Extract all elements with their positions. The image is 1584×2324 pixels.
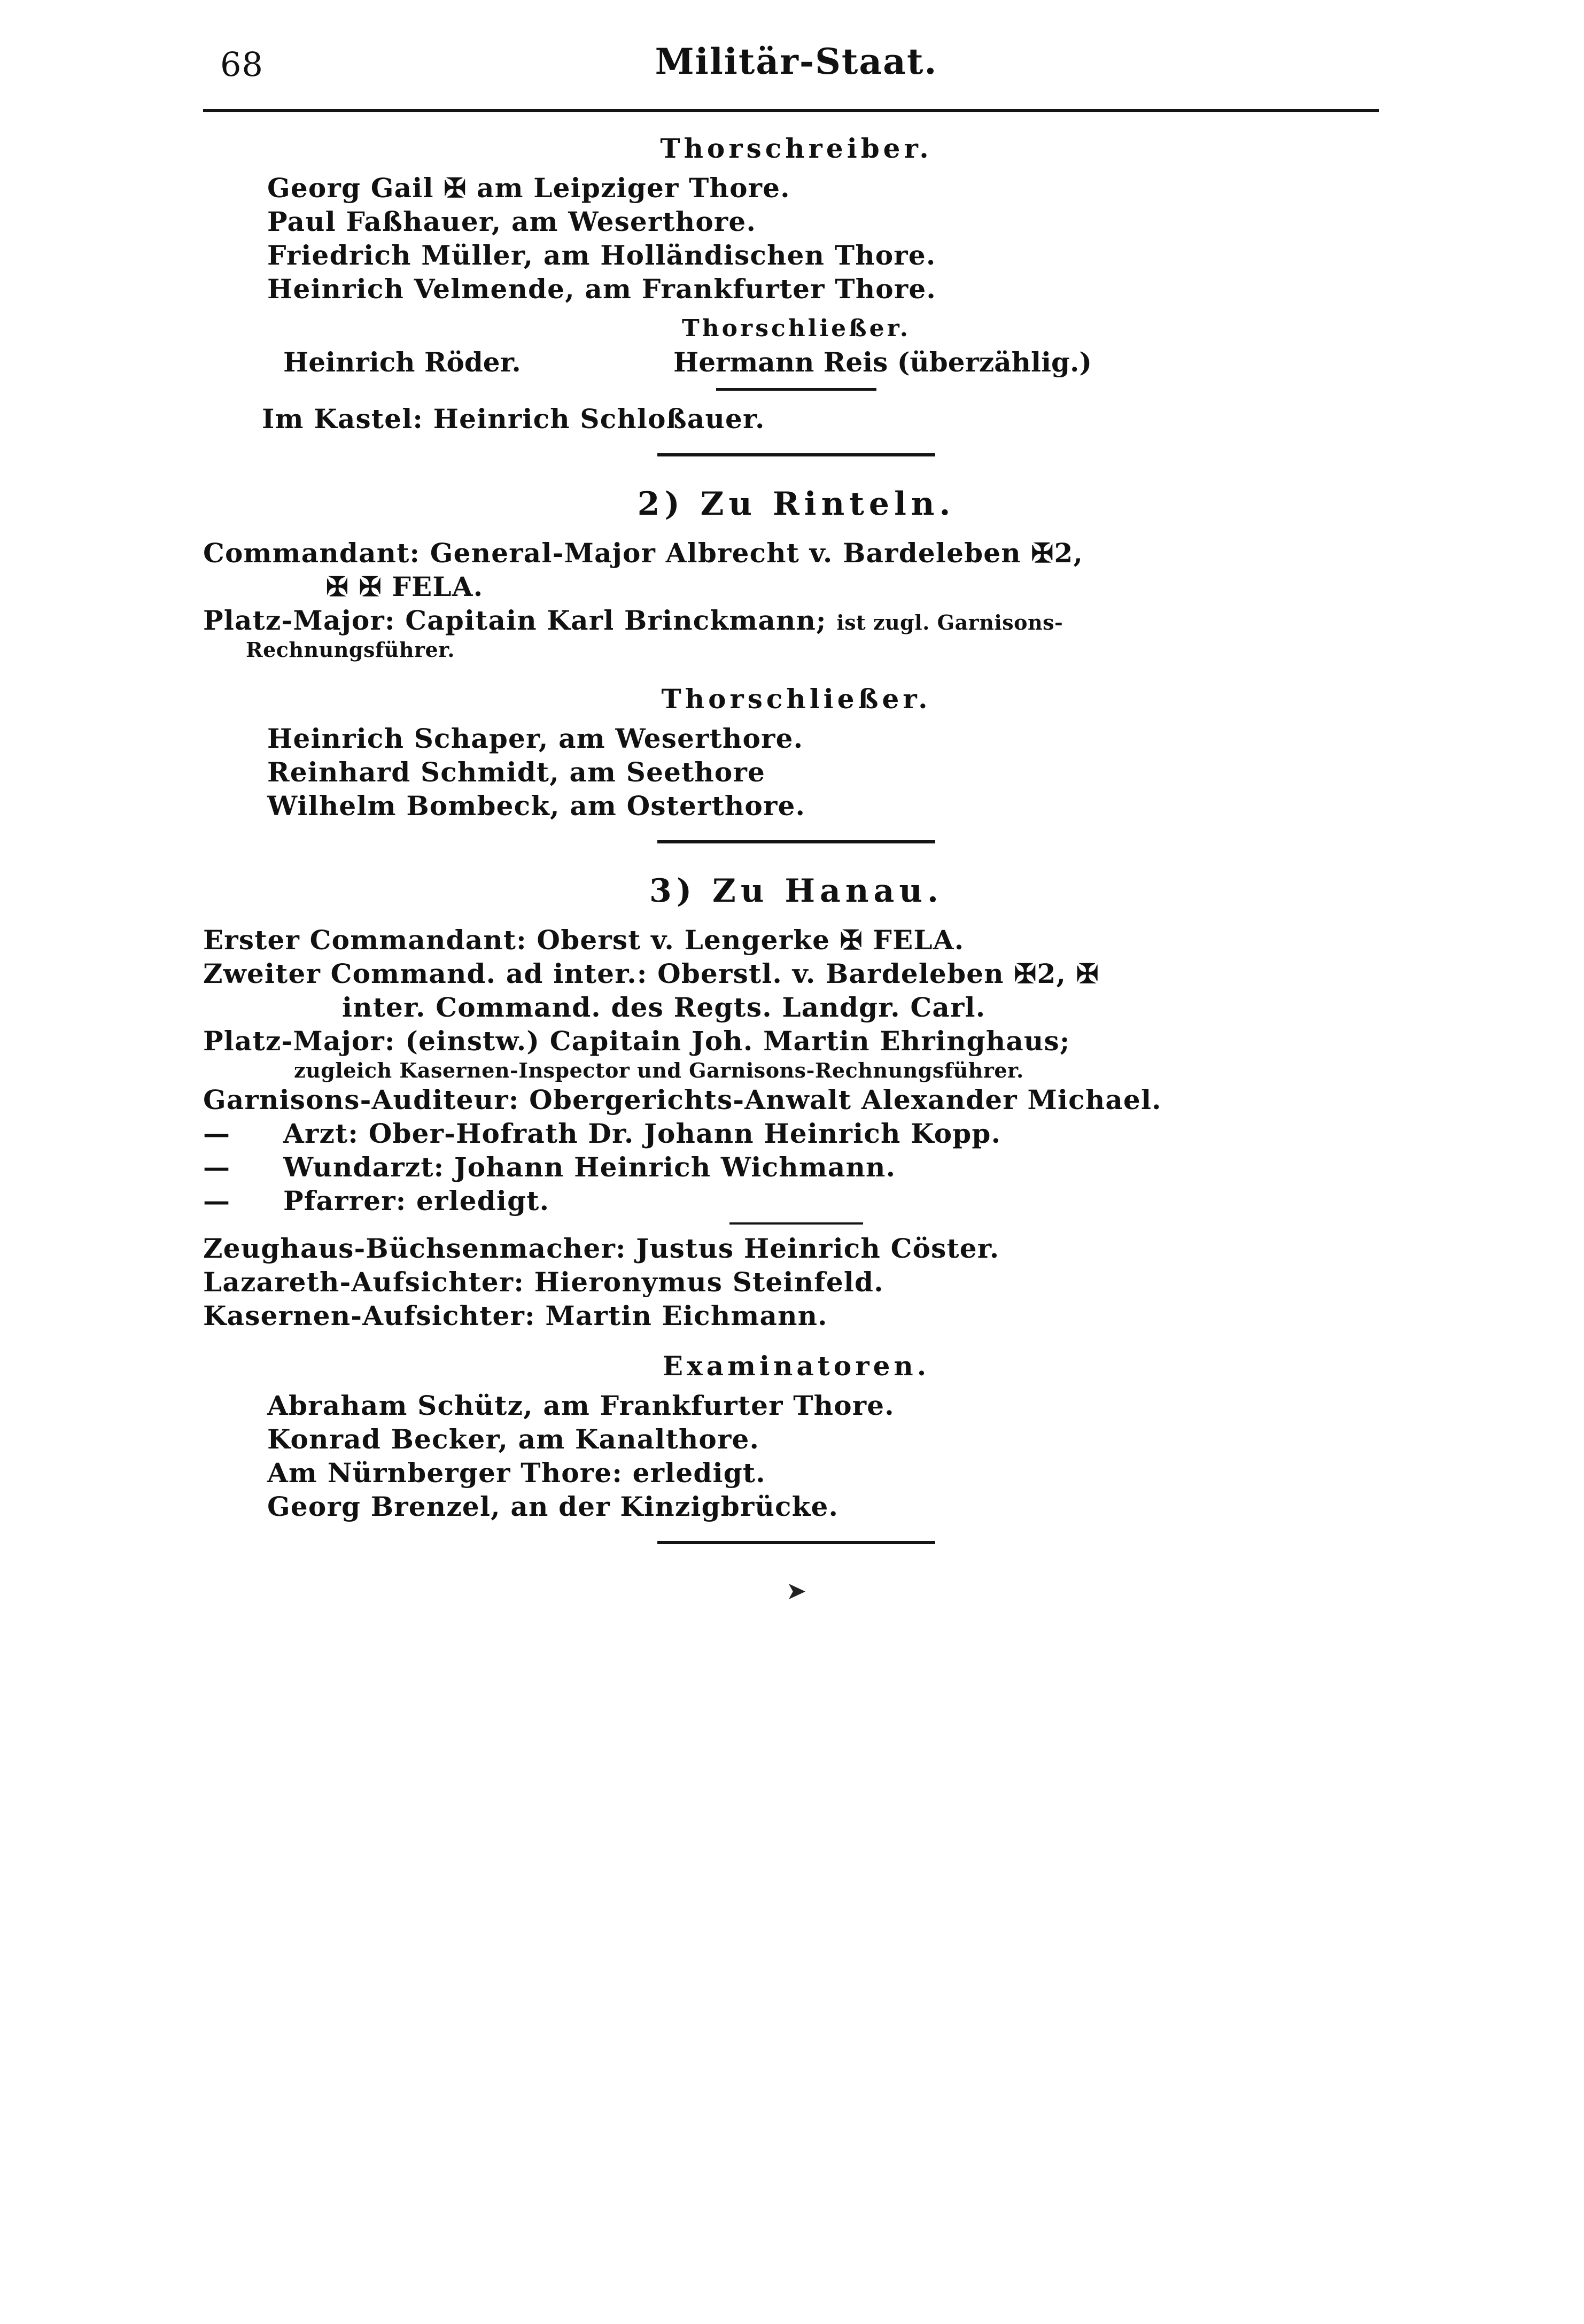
heading-thorschliesser: Thorschließer. (681, 315, 911, 342)
platzmajor-note: zugleich Kasernen-Inspector und Garnisons-Rechnungsführer. (294, 1058, 1024, 1082)
dash-marker: — (203, 1151, 231, 1183)
platzmajor-note: ist zugl. Garnisons- (836, 610, 1063, 634)
heading-thorschreiber: Thorschreiber. (660, 133, 933, 164)
thorschliesser-row (203, 346, 1389, 378)
wundarzt-text: Wundarzt: Johann Heinrich Wichmann. (283, 1151, 896, 1183)
auditeur-line: Garnisons-Auditeur: Obergerichts-Anwalt Alexander Michael. (203, 1084, 1162, 1115)
entry-line: Friedrich Müller, am Holländischen Thore. (267, 239, 936, 271)
commandant-line: Commandant: General-Major Albrecht v. Bardeleben ✠2, (203, 537, 1084, 569)
heading-examinatoren: Examinatoren. (662, 1350, 930, 1382)
entry-line: Am Nürnberger Thore: erledigt. (267, 1457, 766, 1489)
section-divider-rule (657, 1541, 935, 1544)
page-ornament: ➤ (786, 1576, 807, 1605)
page-number: 68 (220, 45, 263, 84)
platzmajor-note2: Rechnungsführer. (246, 638, 455, 662)
commandant-orders-line: ✠ ✠ FELA. (326, 571, 484, 602)
divider-rule (716, 388, 876, 391)
dash-marker: — (203, 1185, 231, 1217)
header-rule (203, 109, 1379, 112)
platzmajor-name: Platz-Major: Capitain Karl Brinckmann; (203, 605, 837, 636)
zeughaus-line: Zeughaus-Büchsenmacher: Justus Heinrich Cöster. (203, 1233, 1000, 1264)
inter-command-line: inter. Command. des Regts. Landgr. Carl. (342, 991, 986, 1023)
section-hanau (203, 872, 1389, 1605)
entry-line: Reinhard Schmidt, am Seethore (267, 756, 766, 788)
erster-commandant-line: Erster Commandant: Oberst v. Lengerke ✠ FELA. (203, 924, 965, 956)
dash-marker: — (203, 1118, 231, 1149)
wundarzt-line (203, 1151, 1389, 1183)
divider-rule (729, 1222, 863, 1225)
platzmajor-line (203, 604, 1389, 637)
thorschliesser-right: Hermann Reis (überzählig.) (673, 346, 1092, 378)
entry-line: Heinrich Velmende, am Frankfurter Thore. (267, 273, 937, 305)
entry-line: Heinrich Schaper, am Weserthore. (267, 723, 804, 754)
page-header (203, 32, 1389, 96)
zweiter-commandant-line: Zweiter Command. ad inter.: Oberstl. v. Bardeleben ✠2, ✠ (203, 958, 1099, 989)
section-divider-rule (657, 453, 935, 456)
entry-line: Konrad Becker, am Kanalthore. (267, 1423, 760, 1455)
entry-line: Georg Gail ✠ am Leipziger Thore. (267, 172, 790, 204)
pfarrer-text: Pfarrer: erledigt. (283, 1185, 550, 1217)
pfarrer-line (203, 1184, 1389, 1217)
section-rinteln (203, 485, 1389, 843)
entry-line: Abraham Schütz, am Frankfurter Thore. (267, 1390, 895, 1421)
section-thorschreiber (203, 133, 1389, 456)
entry-line: Wilhelm Bombeck, am Osterthore. (267, 790, 806, 822)
section-divider-rule (657, 840, 935, 843)
arzt-line (203, 1117, 1389, 1150)
section-title-rinteln: 2) Zu Rinteln. (637, 485, 956, 523)
section-title-hanau: 3) Zu Hanau. (649, 872, 943, 910)
arzt-text: Arzt: Ober-Hofrath Dr. Johann Heinrich Kopp. (283, 1118, 1001, 1149)
kastell-line: Im Kastel: Heinrich Schloßauer. (262, 403, 765, 435)
running-title: Militär-Staat. (655, 41, 938, 82)
page-content (203, 32, 1389, 1605)
heading-thorschliesser-rinteln: Thorschließer. (661, 683, 931, 715)
entry-line: Paul Faßhauer, am Weserthore. (267, 206, 757, 237)
platzmajor-line: Platz-Major: (einstw.) Capitain Joh. Martin Ehringhaus; (203, 1025, 1070, 1057)
kasernen-line: Kasernen-Aufsichter: Martin Eichmann. (203, 1300, 828, 1331)
thorschliesser-left: Heinrich Röder. (283, 346, 521, 378)
lazareth-line: Lazareth-Aufsichter: Hieronymus Steinfeld. (203, 1266, 884, 1298)
entry-line: Georg Brenzel, an der Kinzigbrücke. (267, 1491, 839, 1522)
